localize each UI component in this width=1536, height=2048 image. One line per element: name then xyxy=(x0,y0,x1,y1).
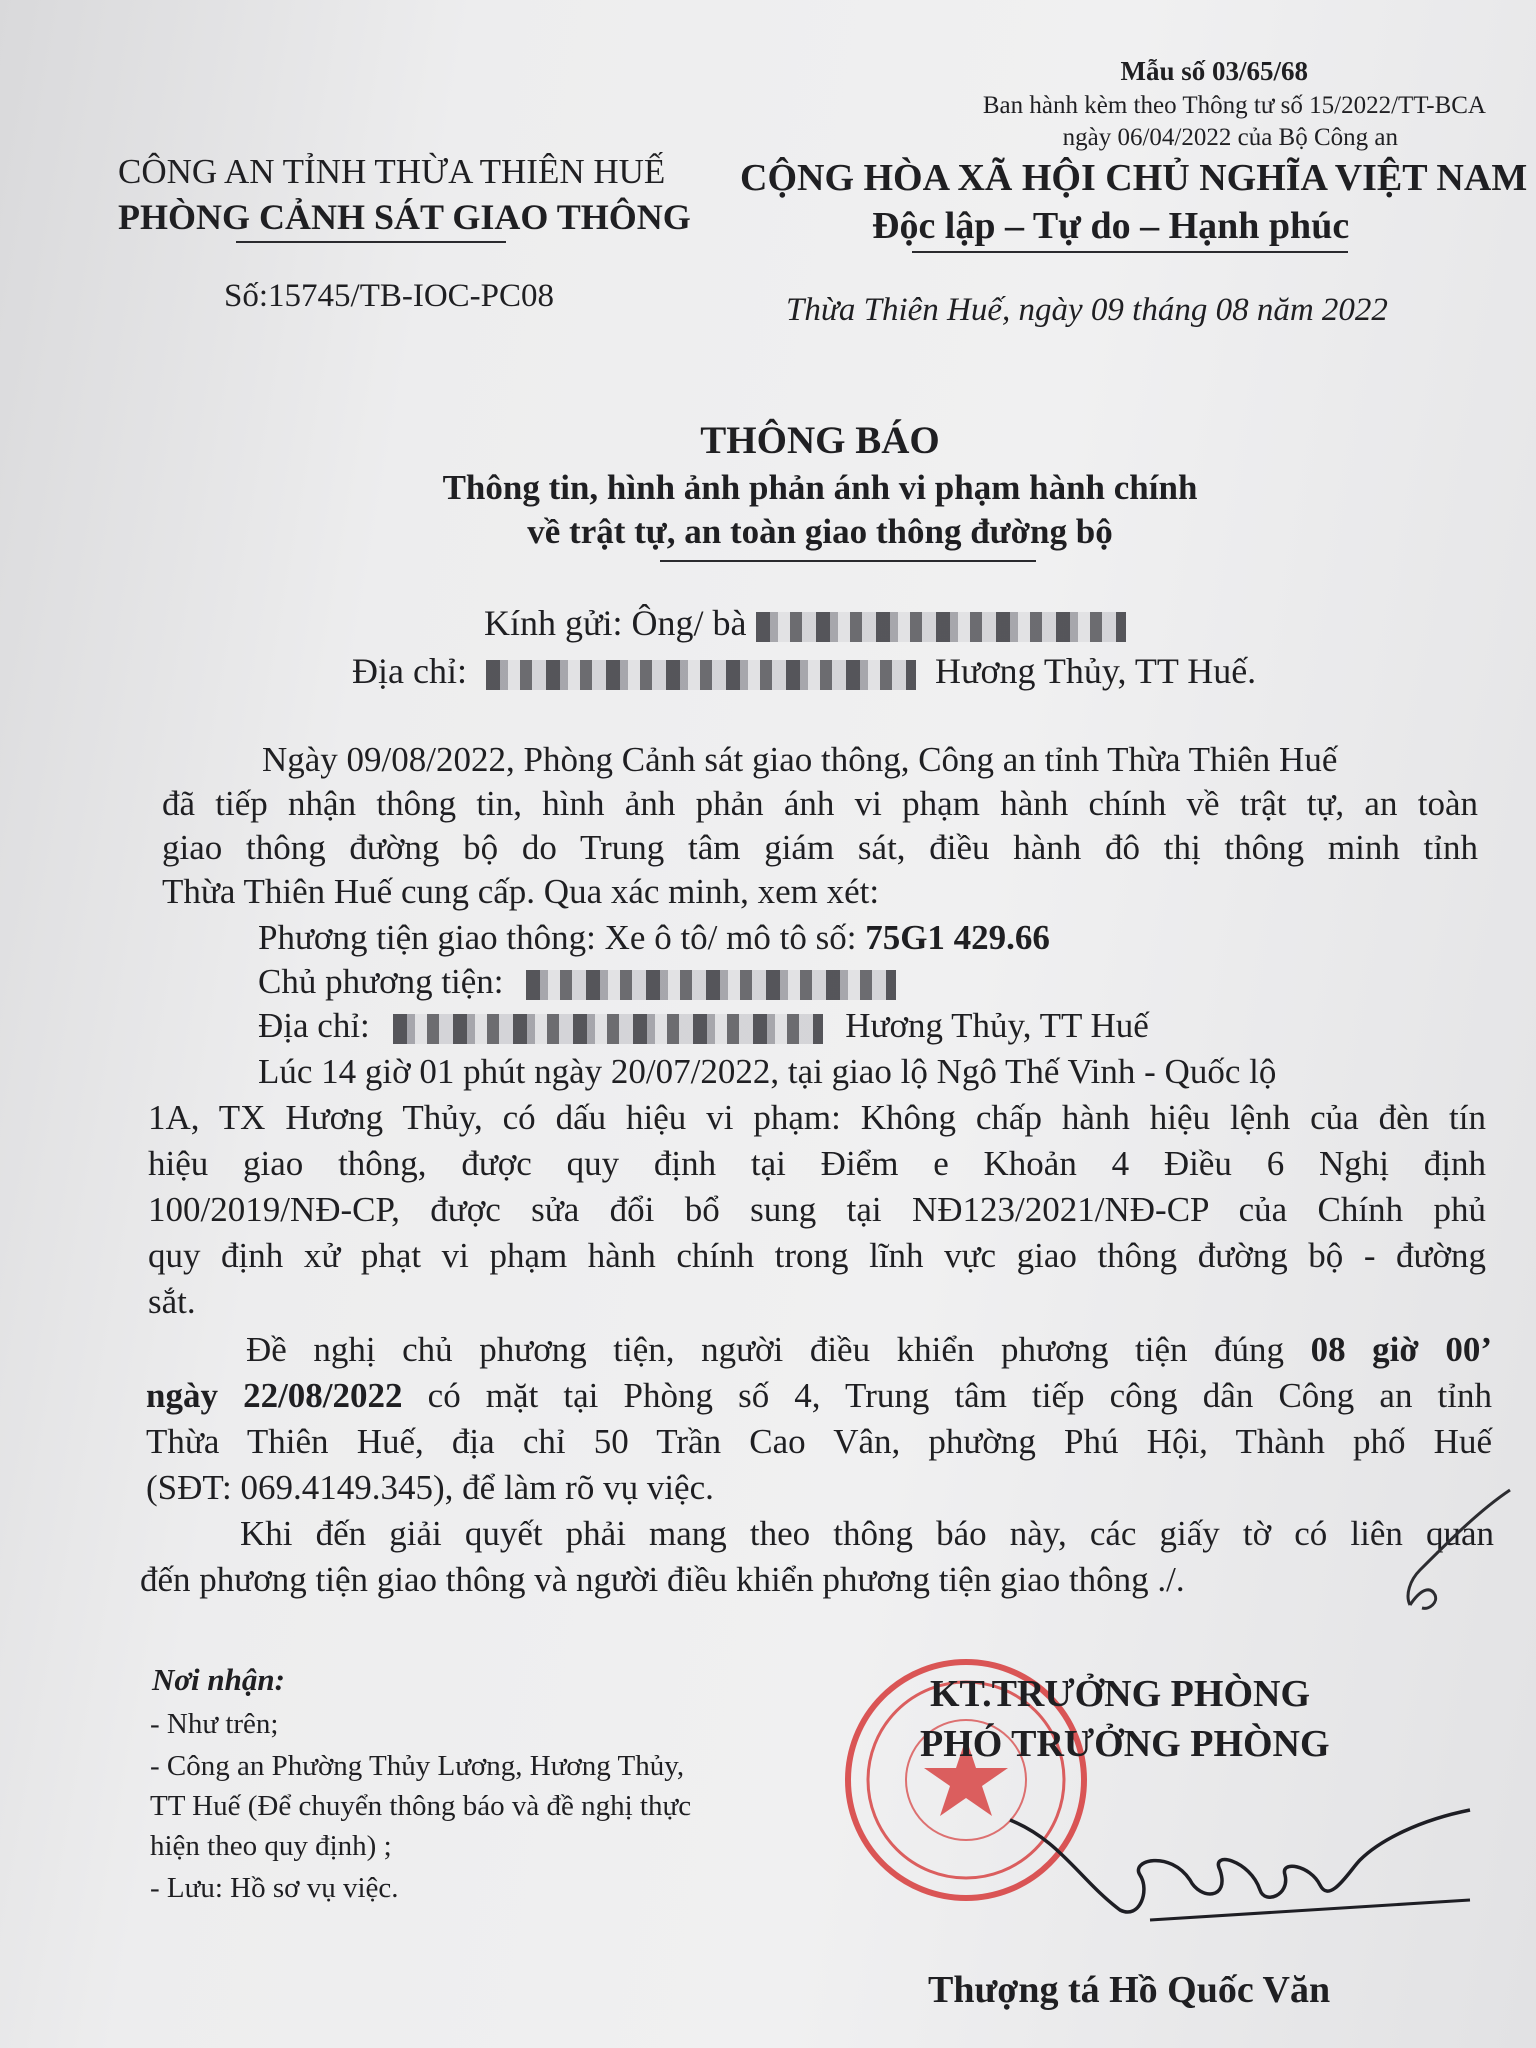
recipient-address-visible: Hương Thủy, TT Huế. xyxy=(934,651,1257,691)
body-p3-line4: (SĐT: 069.4149.345), để làm rõ vụ việc. xyxy=(146,1468,714,1507)
recipient-address-label: Địa chỉ: xyxy=(352,651,467,691)
body-p3-line2 xyxy=(146,1376,1492,1416)
recipient-label: Kính gửi: Ông/ bà xyxy=(484,603,747,643)
body-p2-line4: 100/2019/NĐ-CP, được sửa đổi bổ sung tại NĐ123/2021/NĐ-CP của Chính phủ xyxy=(148,1190,1486,1229)
body-p3-line1 xyxy=(246,1330,1492,1370)
signature-title-line2: PHÓ TRƯỞNG PHÒNG xyxy=(920,1723,1330,1765)
recipient-item: - Lưu: Hồ sơ vụ việc. xyxy=(150,1872,399,1904)
body-p1-line3: giao thông đường bộ do Trung tâm giám sát, điều hành đô thị thông minh tỉnh xyxy=(162,828,1478,867)
body-p1-line2: đã tiếp nhận thông tin, hình ảnh phản ánh vi phạm hành chính về trật tự, an toàn xyxy=(162,784,1478,823)
body-p1-line4: Thừa Thiên Huế cung cấp. Qua xác minh, xem xét: xyxy=(162,872,880,911)
nation-name: CỘNG HÒA XÃ HỘI CHỦ NGHĨA VIỆT NAM xyxy=(740,157,1528,199)
owner-address-label: Địa chỉ: xyxy=(258,1006,370,1045)
body-p2-line5: quy định xử phạt vi phạm hành chính trong lĩnh vực giao thông đường bộ - đường xyxy=(148,1236,1486,1275)
signer-name: Thượng tá Hồ Quốc Văn xyxy=(928,1969,1331,2011)
p3-line1-text: Đề nghị chủ phương tiện, người điều khiển phương tiện đúng xyxy=(246,1330,1285,1369)
redacted-name xyxy=(756,612,1126,642)
body-p1-line1: Ngày 09/08/2022, Phòng Cảnh sát giao thông, Công an tỉnh Thừa Thiên Huế xyxy=(262,740,1338,779)
recipient-item: hiện theo quy định) ; xyxy=(150,1830,392,1862)
recipients-heading: Nơi nhận: xyxy=(152,1662,285,1697)
body-p2-line6: sắt. xyxy=(148,1282,196,1321)
body-p3-line3: Thừa Thiên Huế, địa chỉ 50 Trần Cao Vân, phường Phú Hội, Thành phố Huế xyxy=(146,1422,1492,1461)
recipient-address-line xyxy=(352,650,1256,692)
national-motto: Độc lập – Tự do – Hạnh phúc xyxy=(872,205,1350,247)
document-title: THÔNG BÁO xyxy=(700,419,940,462)
form-number: Mẫu số 03/65/68 xyxy=(1120,56,1308,86)
redacted-owner-address xyxy=(393,1014,823,1044)
body-p2-line1: Lúc 14 giờ 01 phút ngày 20/07/2022, tại giao lộ Ngô Thế Vinh - Quốc lộ xyxy=(258,1052,1277,1091)
recipient-item: - Như trên; xyxy=(150,1708,279,1740)
vehicle-label: Phương tiện giao thông: Xe ô tô/ mô tô số: xyxy=(258,918,857,957)
p3-line2-text: có mặt tại Phòng số 4, Trung tâm tiếp công dân Công an tỉnh xyxy=(427,1376,1493,1415)
owner-line xyxy=(258,962,896,1002)
p3-appointment-time: 08 giờ 00’ xyxy=(1310,1330,1493,1369)
motto-underline xyxy=(912,251,1348,253)
department-underline xyxy=(236,241,506,243)
vehicle-plate: 75G1 429.66 xyxy=(865,918,1050,957)
redacted-owner xyxy=(526,970,896,1000)
signature-title-line1: KT.TRƯỞNG PHÒNG xyxy=(930,1673,1310,1715)
document-subtitle-line2: về trật tự, an toàn giao thông đường bộ xyxy=(527,512,1113,551)
owner-address-line xyxy=(258,1006,1149,1046)
document-number: Số:15745/TB-IOC-PC08 xyxy=(224,278,555,314)
form-issued-line1: Ban hành kèm theo Thông tư số 15/2022/TT-BCA xyxy=(982,92,1486,119)
recipient-item: TT Huế (Để chuyển thông báo và đề nghị thực xyxy=(150,1790,692,1822)
place-date: Thừa Thiên Huế, ngày 09 tháng 08 năm 2022 xyxy=(786,292,1388,328)
redacted-address xyxy=(486,660,916,690)
department-name: PHÒNG CẢNH SÁT GIAO THÔNG xyxy=(118,197,691,237)
subtitle-underline xyxy=(660,560,1036,562)
recipient-line xyxy=(484,602,1126,644)
p3-appointment-date: ngày 22/08/2022 xyxy=(146,1376,403,1415)
owner-address-visible: Hương Thủy, TT Huế xyxy=(845,1006,1149,1045)
owner-label: Chủ phương tiện: xyxy=(258,962,504,1001)
handwritten-signature xyxy=(1000,1780,1480,1930)
body-p2-line2: 1A, TX Hương Thủy, có dấu hiệu vi phạm: Không chấp hành hiệu lệnh của đèn tín xyxy=(148,1098,1486,1137)
recipient-item: - Công an Phường Thủy Lương, Hương Thủy, xyxy=(150,1750,685,1782)
vehicle-line xyxy=(258,918,1050,958)
form-issued-line2: ngày 06/04/2022 của Bộ Công an xyxy=(1062,124,1398,151)
handwritten-mark xyxy=(1360,1480,1520,1620)
body-p4-line1: Khi đến giải quyết phải mang theo thông báo này, các giấy tờ có liên quan xyxy=(240,1514,1494,1553)
body-p4-line2: đến phương tiện giao thông và người điều khiển phương tiện giao thông ./. xyxy=(140,1560,1185,1599)
document-subtitle-line1: Thông tin, hình ảnh phản ánh vi phạm hành chính xyxy=(442,468,1198,507)
body-p2-line3: hiệu giao thông, được quy định tại Điểm e Khoản 4 Điều 6 Nghị định xyxy=(148,1144,1486,1183)
agency-name: CÔNG AN TỈNH THỪA THIÊN HUẾ xyxy=(118,152,666,191)
